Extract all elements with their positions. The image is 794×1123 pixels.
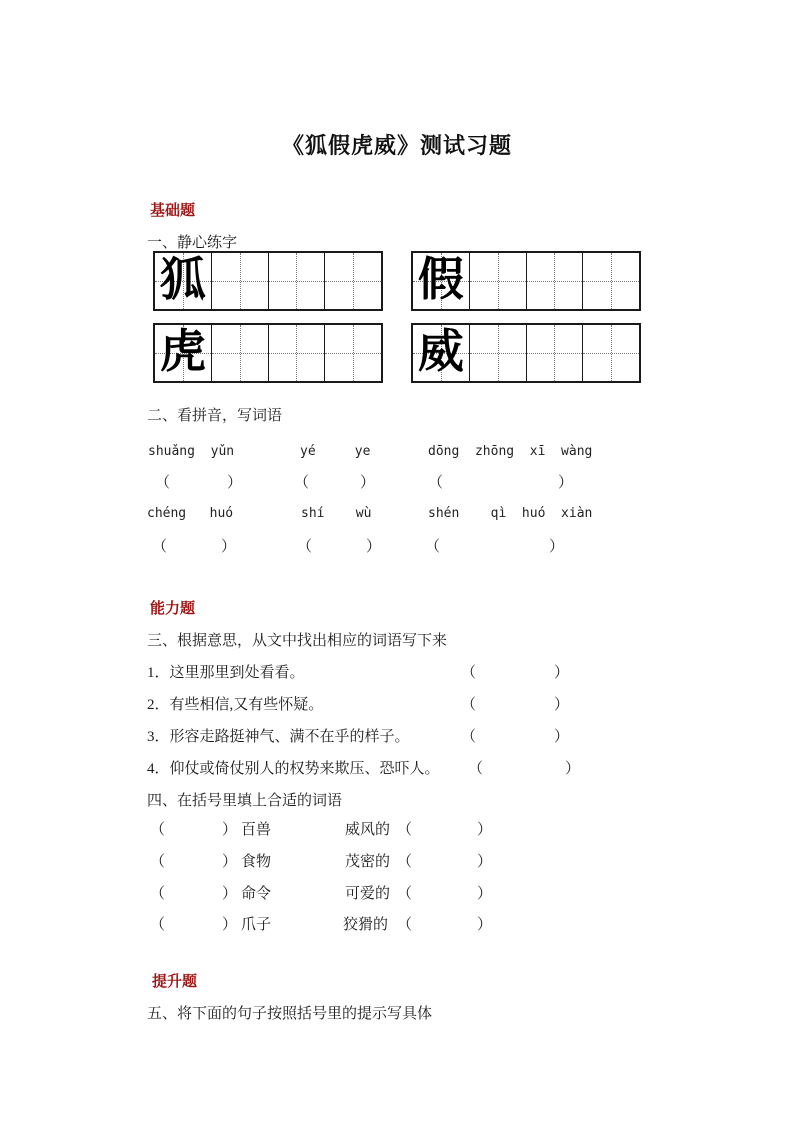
open-paren: （	[425, 539, 441, 555]
close-paren: ）	[564, 761, 580, 777]
definition-item-1: 1．这里那里到处看看。	[147, 665, 305, 681]
answer-brackets	[425, 535, 564, 556]
close-paren: ）	[221, 822, 237, 838]
open-paren: （	[397, 917, 413, 933]
pinyin-group: shén qì huó xiàn	[428, 506, 593, 521]
open-paren: （	[461, 729, 477, 745]
grid-cell	[527, 325, 584, 381]
answer-brackets	[150, 850, 237, 871]
grid-cell	[269, 253, 326, 309]
grid-cell	[212, 325, 269, 381]
pinyin-group: dōng zhōng xī wàng	[428, 444, 593, 459]
fill-noun-1: 百兽	[241, 822, 272, 838]
grid-cell	[413, 325, 470, 381]
close-paren: ）	[226, 475, 242, 491]
answer-brackets	[461, 725, 569, 746]
practice-char: 假	[417, 254, 464, 306]
open-paren: （	[397, 822, 413, 838]
section-header-advanced: 提升题	[152, 974, 198, 990]
close-paren: ）	[553, 665, 569, 681]
writing-grid-wei	[411, 323, 641, 383]
close-paren: ）	[476, 917, 492, 933]
answer-brackets	[155, 471, 242, 492]
open-paren: （	[468, 761, 484, 777]
question-2-label: 二、看拼音，写词语	[147, 408, 283, 424]
answer-brackets	[461, 693, 569, 714]
answer-brackets	[428, 471, 573, 492]
open-paren: （	[155, 475, 171, 491]
open-paren: （	[150, 886, 166, 902]
pinyin-group: shuǎng yǔn	[148, 444, 235, 459]
open-paren: （	[461, 665, 477, 681]
answer-brackets	[397, 850, 492, 871]
practice-char: 虎	[159, 326, 206, 378]
fill-noun-2: 食物	[241, 854, 272, 870]
close-paren: ）	[476, 886, 492, 902]
definition-item-3: 3．形容走路挺神气、满不在乎的样子。	[147, 729, 410, 745]
question-4-label: 四、在括号里填上合适的词语	[147, 793, 343, 809]
fill-noun-4: 爪子	[241, 917, 272, 933]
open-paren: （	[297, 539, 313, 555]
close-paren: ）	[553, 729, 569, 745]
answer-brackets	[150, 882, 237, 903]
open-paren: （	[428, 475, 444, 491]
fill-adj-4: 狡猾的	[343, 917, 389, 933]
practice-char: 狐	[159, 254, 206, 306]
open-paren: （	[294, 475, 310, 491]
answer-brackets	[297, 535, 381, 556]
answer-brackets	[468, 757, 580, 778]
close-paren: ）	[221, 854, 237, 870]
close-paren: ）	[359, 475, 375, 491]
open-paren: （	[150, 917, 166, 933]
answer-brackets	[150, 913, 237, 934]
page-title: 《狐假虎威》测试习题	[281, 133, 512, 158]
open-paren: （	[152, 539, 168, 555]
writing-grid-hu-tiger	[153, 323, 383, 383]
answer-brackets	[150, 818, 237, 839]
writing-grid-hu-fox	[153, 251, 383, 311]
answer-brackets	[397, 913, 492, 934]
question-1-label: 一、静心练字	[147, 235, 238, 251]
close-paren: ）	[548, 539, 564, 555]
grid-cell	[527, 253, 584, 309]
grid-cell	[583, 325, 639, 381]
close-paren: ）	[221, 917, 237, 933]
grid-cell	[155, 325, 212, 381]
question-3-label: 三、根据意思，从文中找出相应的词语写下来	[147, 633, 448, 649]
section-header-ability: 能力题	[150, 601, 196, 617]
close-paren: ）	[476, 854, 492, 870]
open-paren: （	[150, 822, 166, 838]
answer-brackets	[397, 818, 492, 839]
writing-grid-jia	[411, 251, 641, 311]
close-paren: ）	[476, 822, 492, 838]
grid-cell	[325, 253, 381, 309]
open-paren: （	[397, 886, 413, 902]
grid-cell	[155, 253, 212, 309]
fill-adj-1: 威风的	[345, 822, 391, 838]
answer-brackets	[294, 471, 375, 492]
close-paren: ）	[553, 697, 569, 713]
section-header-basic: 基础题	[150, 203, 196, 219]
answer-brackets	[397, 882, 492, 903]
fill-noun-3: 命令	[241, 886, 272, 902]
close-paren: ）	[365, 539, 381, 555]
fill-adj-3: 可爱的	[345, 886, 391, 902]
definition-item-4: 4．仰仗或倚仗别人的权势来欺压、恐吓人。	[147, 761, 440, 777]
pinyin-group: shí wù	[301, 506, 372, 521]
answer-brackets	[152, 535, 236, 556]
grid-cell	[470, 253, 527, 309]
close-paren: ）	[220, 539, 236, 555]
grid-cell	[583, 253, 639, 309]
grid-cell	[212, 253, 269, 309]
answer-brackets	[461, 661, 569, 682]
grid-cell	[325, 325, 381, 381]
practice-char: 威	[417, 326, 464, 378]
definition-item-2: 2．有些相信,又有些怀疑。	[147, 697, 324, 713]
fill-adj-2: 茂密的	[345, 854, 391, 870]
open-paren: （	[461, 697, 477, 713]
question-5-label: 五、将下面的句子按照括号里的提示写具体	[147, 1006, 433, 1022]
pinyin-group: chéng huó	[147, 506, 234, 521]
grid-cell	[413, 253, 470, 309]
open-paren: （	[397, 854, 413, 870]
pinyin-group: yé ye	[300, 444, 371, 459]
close-paren: ）	[221, 886, 237, 902]
grid-cell	[269, 325, 326, 381]
close-paren: ）	[557, 475, 573, 491]
open-paren: （	[150, 854, 166, 870]
grid-cell	[470, 325, 527, 381]
